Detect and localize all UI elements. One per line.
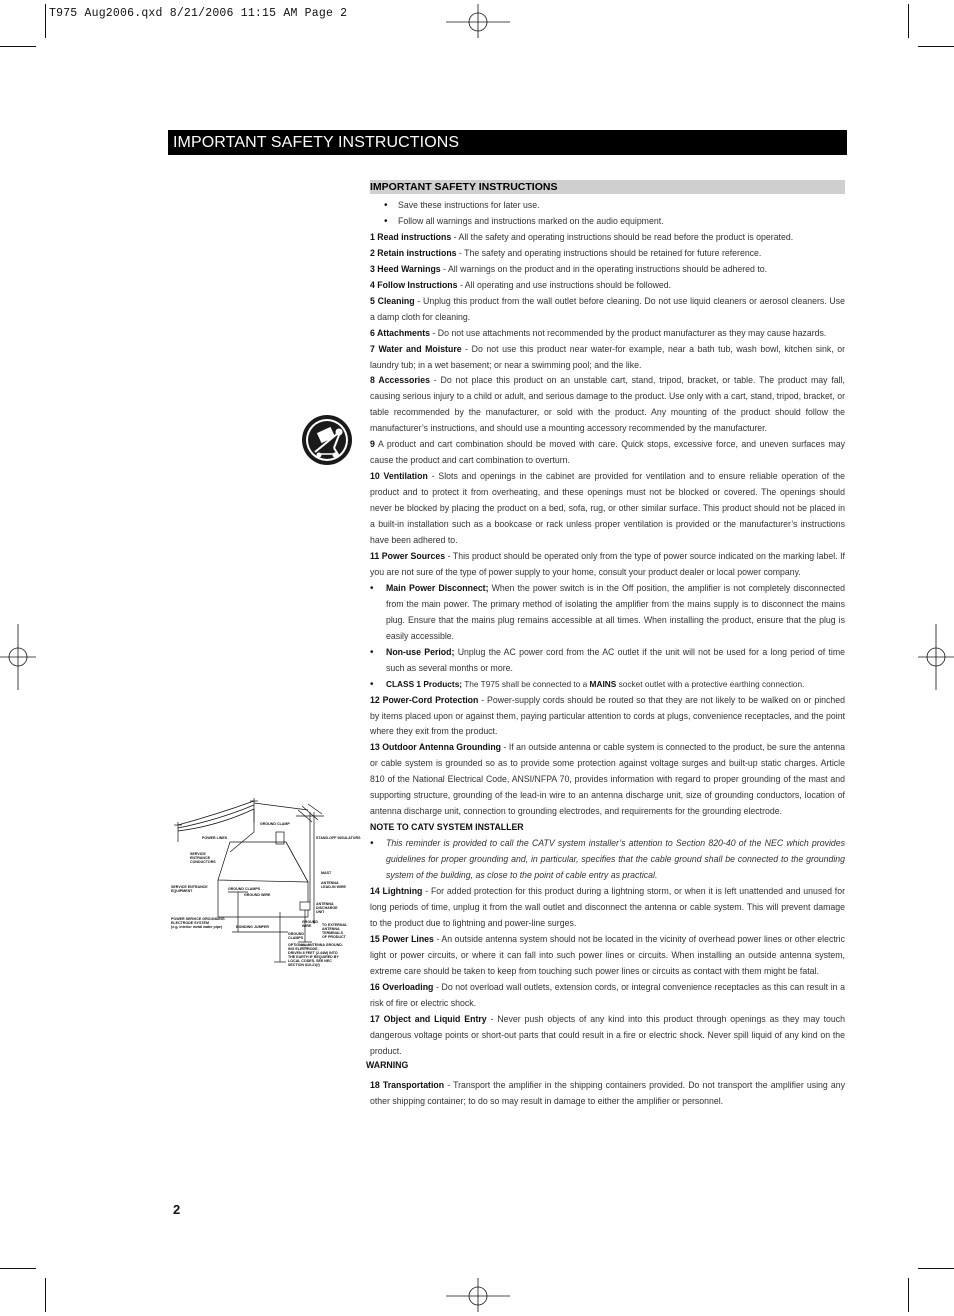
- antenna-grounding-diagram: [168, 792, 361, 978]
- diagram-label: (e.g. interior metal water pipe): [171, 925, 223, 929]
- diagram-label: GROUND: [288, 932, 304, 936]
- diagram-label: ANTENNA: [321, 881, 339, 885]
- diagram-label: DRIVEN 8 FEET (2.44M) INTO: [288, 951, 338, 955]
- intro-bullet: • Follow all warnings and instructions marked on the audio equipment.: [370, 214, 845, 230]
- section-heading: IMPORTANT SAFETY INSTRUCTIONS: [370, 180, 845, 194]
- diagram-label: MAST: [321, 871, 332, 875]
- warning-label: WARNING: [366, 1060, 409, 1071]
- instruction-item: 8 Accessories - Do not place this product on an unstable cart, stand, tripod, bracket, or table. The product may fall, causing serious injury to a child or adult, and serious damage to the product. Use only with a cart, stand, tripod, bracket, or table recommended by the manufacturer, or sold with the product. Any mounting of the product should follow the manufacturer’s instructions, and should use a mounting accessory recommended by the manufacturer.: [370, 375, 845, 434]
- cart-tipover-warning-icon: [301, 414, 353, 466]
- catv-heading: NOTE TO CATV SYSTEM INSTALLER: [370, 822, 524, 833]
- diagram-label: SERVICE ENTRANCE: [171, 885, 208, 889]
- instruction-item: 11 Power Sources - This product should be operated only from the type of power source indicated on the marking label. If you are not sure of the type of power supply to your home, consult your product dealer or local power company.: [370, 550, 845, 577]
- diagram-label: CLAMPS: [288, 936, 304, 940]
- diagram-label: STAND-OFF INSULATORS: [316, 836, 361, 840]
- diagram-label: ING ELECTRODE,: [288, 947, 319, 951]
- diagram-label: GROUND WIRE: [244, 893, 271, 897]
- instruction-item: 16 Overloading - Do not overload wall outlets, extension cords, or integral convenience receptacles as this can result in a risk of fire or electric shock.: [370, 981, 845, 1008]
- diagram-label: ANTENNA: [316, 902, 334, 906]
- class1-bullet: • CLASS 1 Products; The T975 shall be connected to a MAINS socket outlet with a protective earthing connection.: [370, 677, 845, 693]
- registration-mark-left: [0, 624, 36, 690]
- instruction-item: 5 Cleaning - Unplug this product from the wall outlet before cleaning. Do not use liquid cleaners or aerosol cleaners. Use a damp cloth for cleaning.: [370, 295, 845, 322]
- diagram-label: CONDUCTORS: [190, 860, 216, 864]
- diagram-label: GROUND CLAMPS: [228, 887, 261, 891]
- intro-bullet: • Save these instructions for later use.: [370, 198, 845, 214]
- diagram-label: BONDING JUMPER: [236, 925, 269, 929]
- power-bullet: • Main Power Disconnect; When the power switch is in the Off position, the amplifier is not completely disconnected from the main power. The primary method of isolating the amplifier from the mains supply is to disconnect the mains plug. Ensure that the mains plug remains accessible at all times. When installing the product, ensure that the plug is easily accessible.: [370, 581, 845, 645]
- instruction-item: 4 Follow Instructions - All operating and use instructions should be followed.: [370, 279, 672, 290]
- instruction-item: 9 A product and cart combination should be moved with care. Quick stops, excessive force, and uneven surfaces may cause the product and cart combination to overturn.: [370, 439, 845, 466]
- instructions-column: [366, 180, 846, 1110]
- registration-mark-top: [446, 4, 510, 38]
- diagram-label: DISCHARGE: [316, 906, 338, 910]
- diagram-label: ANTENNA: [322, 927, 340, 931]
- diagram-label: TERMINALS: [322, 931, 343, 935]
- diagram-label: SECTION 810-21(f): [288, 963, 320, 967]
- power-bullet: • Non-use Period; Unplug the AC power cord from the AC outlet if the unit will not be used for a long period of time such as several months or more.: [370, 645, 845, 677]
- registration-mark-right: [918, 624, 954, 690]
- diagram-label: OPTIONAL ANTENNA GROUND-: [288, 943, 343, 947]
- instruction-item: 7 Water and Moisture - Do not use this product near water-for example, near a bath tub, wash bowl, kitchen sink, or laundry tub; in a wet basement; or near a swimming pool; and the like.: [370, 343, 845, 370]
- registration-mark-bottom: [446, 1278, 510, 1312]
- diagram-label: ELECTRODE SYSTEM: [171, 921, 209, 925]
- diagram-label: EQUIPMENT: [171, 889, 193, 893]
- diagram-label: GROUND: [302, 920, 318, 924]
- instruction-item: 13 Outdoor Antenna Grounding - If an outside antenna or cable system is connected to the product, be sure the antenna or cable system is grounded so as to provide some protection against voltage surges and built-up static charges. Article 810 of the National Electrical Code, ANSI/NFPA 70, provides information with regard to proper grounding of the mast and supporting structure, grounding of the lead-in wire to an antenna discharge unit, size of grounding conductors, location of antenna discharge unit, connection to grounding electrodes, and requirements for the grounding electrode.: [370, 742, 845, 817]
- instruction-item: 1 Read instructions - All the safety and operating instructions should be read before the product is operated.: [370, 231, 794, 242]
- instruction-item: 12 Power-Cord Protection - Power-supply cords should be routed so that they are not likely to be walked on or pinched by items placed upon or against them, paying particular attention to cords at plugs, convenience receptacles, and the point where they exit from the product.: [370, 694, 845, 737]
- diagram-label: OF PRODUCT: [322, 935, 346, 939]
- diagram-label: LEAD-IN WIRE: [321, 885, 346, 889]
- file-slug: T975 Aug2006.qxd 8/21/2006 11:15 AM Page 2: [49, 7, 348, 20]
- diagram-label: UNIT: [316, 910, 325, 914]
- diagram-label: TO EXTERNAL: [322, 923, 348, 927]
- diagram-label: LOCAL CODES. SEE NEC: [288, 959, 332, 963]
- diagram-label: SERVICE: [190, 852, 206, 856]
- diagram-label: POWER LINES: [202, 836, 228, 840]
- instruction-item: 18 Transportation - Transport the amplifier in the shipping containers provided. Do not transport the amplifier using any other shipping container; to do so may result in damage to either the amplifier or personnel.: [370, 1080, 846, 1107]
- instruction-item: 14 Lightning - For added protection for this product during a lightning storm, or when it is left unattended and unused for long periods of time, unplug it from the wall outlet and disconnect the antenna or cable system. This will prevent damage to the product due to lightning and power-line surges.: [370, 885, 845, 928]
- instruction-item: 6 Attachments - Do not use attachments not recommended by the product manufacturer as they may cause hazards.: [370, 327, 827, 338]
- instruction-item: 15 Power Lines - An outside antenna system should not be located in the vicinity of overhead power lines or other electric light or power circuits, or where it can fall into such power lines or circuits. When installing an outside antenna system, extreme care should be taken to keep from touching such power lines or circuits as contact with them might be fatal.: [370, 933, 845, 976]
- diagram-label: POWER SERVICE GROUNDING: [171, 917, 225, 921]
- instruction-item: 10 Ventilation - Slots and openings in the cabinet are provided for ventilation and to ensure reliable operation of the product and to protect it from overheating, and these openings must not be blocked or covered. The openings should never be blocked by placing the product on a bed, sofa, rug, or other similar surface. This product should not be placed in a built-in installation such as a bookcase or rack unless proper ventilation is provided or the manufacturer’s instructions have been adhered to.: [370, 471, 846, 546]
- page-title-banner: IMPORTANT SAFETY INSTRUCTIONS: [168, 130, 847, 155]
- diagram-label: GROUND CLAMP: [260, 822, 290, 826]
- diagram-label: THE EARTH IF REQUIRED BY: [288, 955, 339, 959]
- diagram-label: WIRE: [302, 924, 312, 928]
- instruction-item: 3 Heed Warnings - All warnings on the product and in the operating instructions should be adhered to.: [370, 263, 768, 274]
- catv-note: • This reminder is provided to call the CATV system installer’s attention to Section 820-40 of the NEC which provides guidelines for proper grounding and, in particular, specifies that the cable ground shall be connected to the grounding system of the building, as close to the point of cable entry as practical.: [370, 836, 845, 884]
- page-number: 2: [173, 1202, 181, 1217]
- instruction-item: 2 Retain instructions - The safety and operating instructions should be retained for future reference.: [370, 247, 762, 258]
- diagram-label: ENTRANCE: [190, 856, 210, 860]
- instruction-item: 17 Object and Liquid Entry - Never push objects of any kind into this product through openings as they may touch dangerous voltage points or short-out parts that could result in a fire or electric shock. Never spill liquid of any kind on the product.: [370, 1013, 845, 1056]
